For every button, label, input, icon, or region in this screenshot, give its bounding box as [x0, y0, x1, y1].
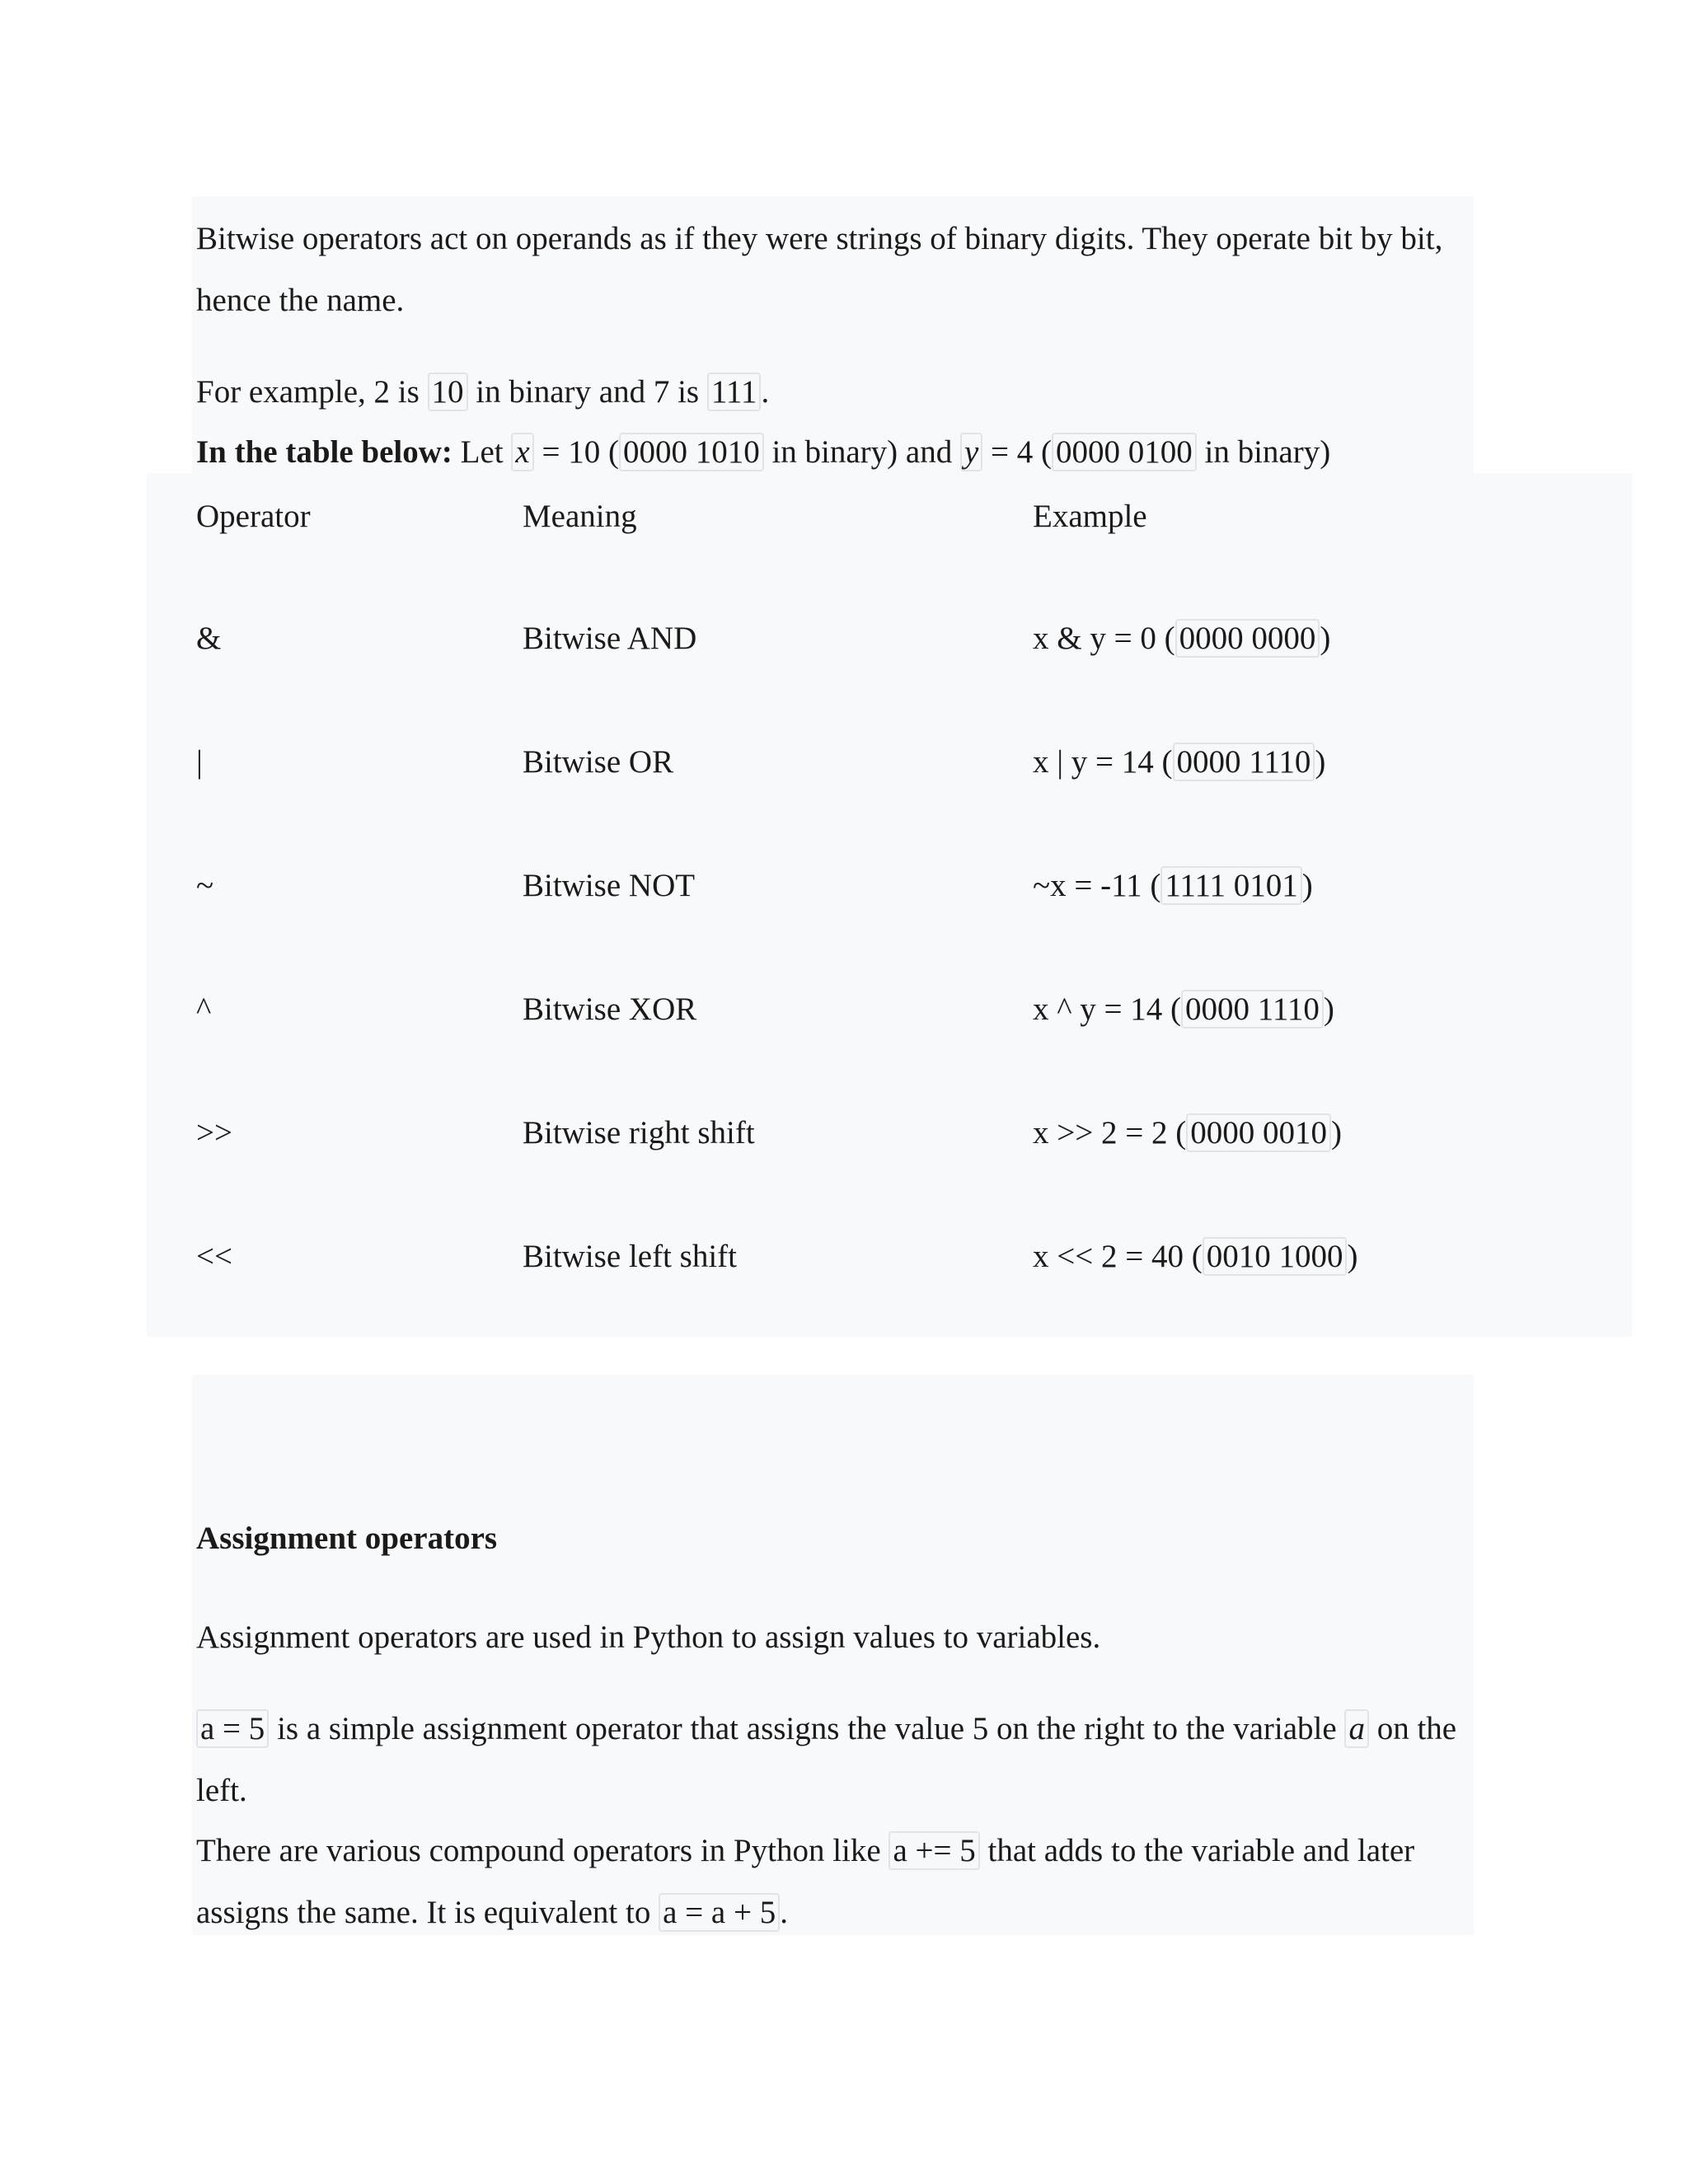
inline-code: 0010 1000: [1203, 1237, 1348, 1276]
note-text: in binary) and: [763, 434, 960, 470]
note-text: = 4 (: [982, 434, 1052, 470]
inline-code: 0000 1110: [1181, 990, 1324, 1029]
binary-example-line: [196, 372, 769, 413]
section-heading: Assignment operators: [196, 1521, 498, 1556]
example-expression: ~x = -11 (: [1033, 868, 1161, 903]
meaning-cell: Bitwise NOT: [523, 868, 696, 903]
note-text: = 10 (: [533, 434, 619, 470]
meaning-cell: Bitwise XOR: [523, 991, 697, 1027]
paragraph-text: is a simple assignment operator that assigns the value 5 on the right to the variable: [269, 1711, 1345, 1746]
example-expression: x >> 2 = 2 (: [1033, 1115, 1187, 1151]
inline-code: 0000 1010: [619, 433, 764, 471]
inline-code: 0000 1110: [1173, 743, 1315, 781]
assignment-paragraph-2-cont: left.: [196, 1773, 247, 1808]
meaning-cell: Bitwise OR: [523, 744, 674, 780]
inline-code: a = a + 5: [659, 1893, 780, 1932]
operator-cell: >>: [196, 1115, 232, 1151]
operator-cell: |: [196, 744, 203, 780]
inline-code: 0000 0010: [1186, 1113, 1331, 1152]
paragraph-text: assigns the same. It is equivalent to: [196, 1895, 659, 1930]
table-row: [0, 738, 1688, 787]
example-close: ): [1330, 1115, 1342, 1151]
paragraph-text: on the: [1368, 1711, 1457, 1746]
meaning-cell: Bitwise right shift: [523, 1115, 755, 1151]
example-expression: x | y = 14 (: [1033, 744, 1173, 780]
paragraph-text: There are various compound operators in Python like: [196, 1833, 889, 1868]
inline-code: 0000 0000: [1175, 619, 1320, 658]
inline-code: 111: [707, 373, 762, 411]
meaning-cell: Bitwise left shift: [523, 1239, 737, 1274]
example-text: in binary and 7 is: [467, 374, 707, 410]
variable-x: x: [511, 433, 533, 471]
table-header-row: [0, 492, 1688, 541]
header-operator: Operator: [196, 499, 311, 534]
inline-code: a = 5: [196, 1709, 269, 1748]
operator-cell: <<: [196, 1239, 232, 1274]
operator-cell: &: [196, 621, 222, 656]
inline-code: 10: [428, 373, 468, 411]
example-close: ): [1320, 621, 1331, 656]
example-cell: [1033, 861, 1313, 911]
inline-code: 0000 0100: [1052, 433, 1197, 471]
paragraph-text: .: [780, 1895, 788, 1930]
inline-code: a += 5: [889, 1831, 979, 1870]
assignment-paragraph-2: [196, 1708, 1456, 1750]
table-row: [0, 614, 1688, 663]
assignment-paragraph-3: [196, 1830, 1414, 1872]
example-cell: [1033, 738, 1325, 787]
assignment-paragraph-1: Assignment operators are used in Python to assign values to variables.: [196, 1619, 1101, 1655]
table-row: [0, 861, 1688, 911]
operator-cell: ~: [196, 868, 214, 903]
example-text: .: [761, 374, 770, 410]
example-cell: [1033, 614, 1330, 663]
example-cell: [1033, 1108, 1342, 1158]
variable-a: a: [1344, 1709, 1369, 1748]
paragraph-text: that adds to the variable and later: [979, 1833, 1415, 1868]
header-example: Example: [1033, 499, 1147, 534]
intro-line-2: hence the name.: [196, 283, 405, 318]
example-close: ): [1323, 991, 1334, 1027]
operator-cell: ^: [196, 991, 212, 1027]
example-close: ): [1347, 1239, 1358, 1274]
example-text: For example, 2 is: [196, 374, 428, 410]
table-row: [0, 985, 1688, 1034]
variable-y: y: [960, 433, 982, 471]
table-note-line: [196, 432, 1330, 473]
example-cell: [1033, 985, 1334, 1034]
assignment-paragraph-3-cont: [196, 1892, 788, 1933]
note-text: Let: [452, 434, 512, 470]
table-row: [0, 1108, 1688, 1158]
intro-line-1: Bitwise operators act on operands as if they were strings of binary digits. They operate bit by bit,: [196, 221, 1443, 256]
example-expression: x ^ y = 14 (: [1033, 991, 1182, 1027]
example-close: ): [1301, 868, 1313, 903]
note-text: in binary): [1196, 434, 1331, 470]
inline-code: 1111 0101: [1160, 866, 1301, 905]
example-expression: x & y = 0 (: [1033, 621, 1175, 656]
example-cell: [1033, 1232, 1357, 1282]
meaning-cell: Bitwise AND: [523, 621, 697, 656]
table-note-label: In the table below:: [196, 434, 452, 470]
header-meaning: Meaning: [523, 499, 637, 534]
example-expression: x << 2 = 40 (: [1033, 1239, 1203, 1274]
example-close: ): [1315, 744, 1326, 780]
table-row: [0, 1232, 1688, 1282]
